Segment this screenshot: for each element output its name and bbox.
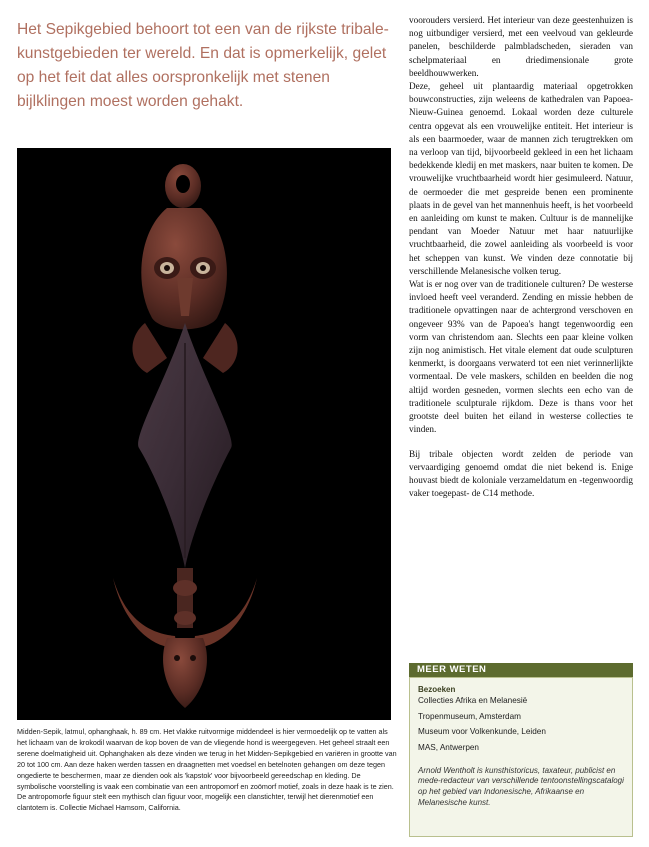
list-item: MAS, Antwerpen [418,742,479,752]
author-note: Arnold Wentholt is kunsthistoricus, taxateur, publicist en mede-redacteur van verschillende tentoonstellingscatalogi op het gebied van Indonesische, Afrikaanse en Melanesische kunst. [418,765,624,807]
list-item: Collecties Afrika en Melanesië [418,696,528,705]
paragraph: voorouders versierd. Het interieur van deze geestenhuizen is nog uitbundiger versierd, met een veelvoud van gekleurde panelen, beschilderde palmbladscheden, sieraden van schelpmateriaal en driedimensionale grote beeldhouwwerken. [409,15,633,78]
photo-caption: Midden-Sepik, latmul, ophanghaak, h. 89 cm. Het vlakke ruitvormige middendeel is hier vermoedelijk op te vatten als het lichaam van de krokodil waarvan de kop boven de van de vliegende hond is weergegeven. Het geheel straalt een serene doelmatigheid uit. Ophanghaken als deze vinden we terug in het Midden-Sepikgebied en variëren in grootte van 20 tot 100 cm. Aan deze haken werden tassen en draagnetten met voedsel en betelnoten gehangen om deze tegen ongedierte te beschermen, maar ze dienden ook als 'kapstok' voor bijvoorbeeld gereedschap en kleding. De symbolische voorstelling is vaak een combinatie van een antropomorf en zoömorf motief, zoals in deze haak is te zien. De antropomorfe figuur stelt een mythisch clan figuur voor, mogelijk een clanstichter, terwijl het dierenmotief een clantotem is. Collectie Michael Hamsom, California. [17,727,397,813]
suspension-hook-image [17,148,391,720]
paragraph: Wat is er nog over van de traditionele culturen? De westerse invloed heeft veel veranderd. Zending en missie hebben de traditionele opvattingen naar de achtergrond verschoven en ongeveer 93% van de Papoea's hangt tegenwoordig een vorm van christendom aan. Slechts een paar kleine volken zijn nog animistisch. Het vitale element dat oude sculpturen kenmerkt, is doorgaans verwaterd tot een niet verinnerlijkte vormentaal. De vele maskers, schilden en beelden die nog altijd worden gesneden, vormen slechts een echo van de traditionele sculpturale rijkdom. Deze is thans voor het grootste deel buiten het eiland in westerse collecties te vinden. [409,279,633,435]
sculpture-photo [17,148,391,720]
paragraph: Bij tribale objecten wordt zelden de periode van vervaardiging genoemd omdat die niet bekend is. Enige houvast biedt de koloniale verzameldatum en -tegenwoordig vaker toegepast- de C14 methode. [409,448,633,499]
intro-heading: Het Sepikgebied behoort tot een van de rijkste tribale-kunstgebieden ter wereld. En dat is opmerkelijk, gelet op het feit dat alles oorspronkelijk met stenen bijlklingen moest worden gehakt. [17,21,389,110]
section-label: Bezoeken [418,685,456,694]
meer-weten-box [409,663,633,838]
meer-weten-content [409,677,633,837]
list-item: Museum voor Volkenkunde, Leiden [418,727,546,736]
meer-weten-title: MEER WETEN [409,663,633,677]
list-item: Tropenmuseum, Amsterdam [418,711,521,721]
paragraph: Deze, geheel uit plantaardig materiaal opgetrokken bouwconstructies, zijn weleens de kathedralen van Papoea-Nieuw-Guinea genoemd. Lokaal worden deze culturele centra opgevat als een vrouwelijke entiteit. Het interieur is als een baarmoeder, waar de mannen zich terugtrekken om na verloop van tijd, bijvoorbeeld gekleed in een het lichaam bedekkende kledij en met maskers, naar buiten te komen. De vrouwelijke vruchtbaarheid wordt hier gesimuleerd. Natuur, de oermoeder die met gespreide benen een prominente plaats in de gevel van het mannenhuis heeft, is het voorbeeld en aanleiding om kunst te maken. Cultuur is de mannelijke pendant van Moeder Natuur met haar natuurlijke vruchtbaarheid, die zowel aanleiding als voorbeeld is voor het scheppen van kunst. We vinden deze connotatie bij verschillende Melanesische volken terug. [409,81,633,276]
article-body [409,14,633,500]
